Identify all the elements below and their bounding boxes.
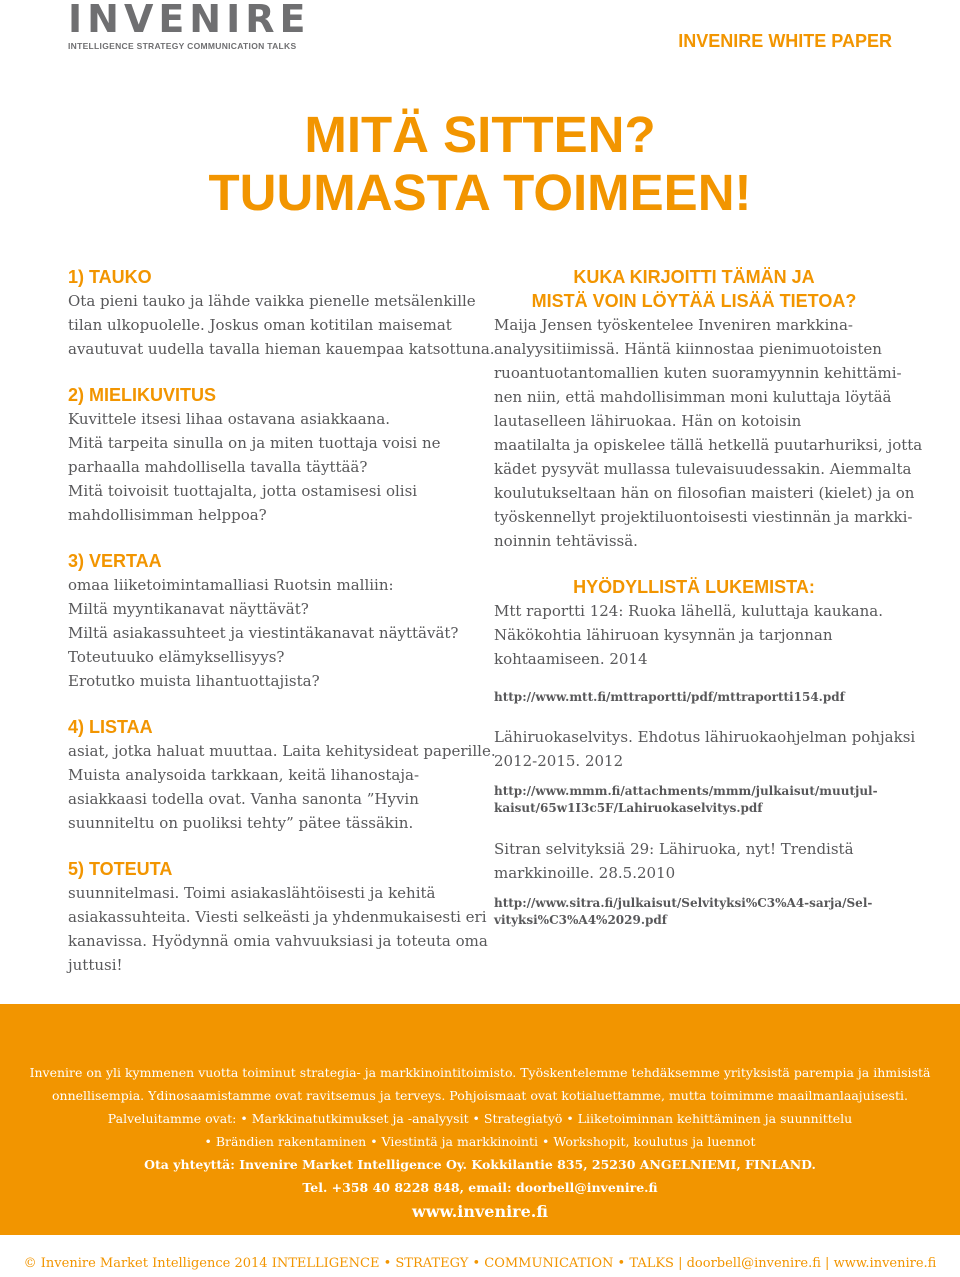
text-line: markkinoille. 28.5.2010 (494, 864, 676, 882)
text-line: ruoantuotantomallien kuten suoramyynnin kehittämi- (494, 364, 902, 382)
section-heading: 5) TOTEUTA (68, 859, 173, 879)
text-line: analyysitiimissä. Häntä kiinnostaa pienimuotoisten (494, 340, 882, 358)
title-line-1: MITÄ SITTEN? (304, 106, 656, 163)
text-line: Miltä myyntikanavat näyttävät? (68, 600, 309, 618)
text-line: asiakassuhteita. Viesti selkeästi ja yhdenmukaisesti eri (68, 908, 487, 926)
section-text (68, 573, 488, 693)
text-line: Maija Jensen työskentelee Inveniren markkina- (494, 316, 853, 334)
text-line: parhaalla mahdollisella tavalla täyttää? (68, 458, 368, 476)
document-type-label: INVENIRE WHITE PAPER (678, 31, 892, 51)
section-text (68, 407, 488, 527)
text-line: noinnin tehtävissä. (494, 532, 638, 550)
text-line: koulutukseltaan hän on filosofian maisteri (kielet) ja on (494, 484, 915, 502)
text-line: Muista analysoida tarkkaan, keitä lihanostaja- (68, 766, 420, 784)
text-line: kädet pysyvät mullassa tulevaisuudessakin. Aiemmalta (494, 460, 912, 478)
company-description-line: onnellisempia. Ydinosaamistamme ovat ravitsemus ja terveys. Pohjoismaat ovat kotialuettamme, mutta toimimme maailmanlaajuisesti. (52, 1088, 908, 1103)
text-line: omaa liiketoimintamalliasi Ruotsin malliin: (68, 576, 394, 594)
reading-heading: HYÖDYLLISTÄ LUKEMISTA: (573, 577, 815, 597)
section-reading (494, 575, 916, 929)
text-line: Ota pieni tauko ja lähde vaikka pienelle metsälenkille (68, 292, 476, 310)
contact-phone-email[interactable]: Tel. +358 40 8228 848, email: doorbell@invenire.fi (302, 1180, 658, 1195)
text-line: tilan ulkopuolelle. Joskus oman kotitilan maisemat (68, 316, 452, 334)
link-line[interactable]: vityksi%C3%A4%2029.pdf (494, 913, 667, 927)
reference-1 (494, 599, 894, 671)
link-line[interactable]: http://www.sitra.fi/julkaisut/Selvityksi%C3%A4-sarja/Sel- (494, 896, 873, 910)
company-info (0, 1061, 960, 1225)
text-line: asiat, jotka haluat muuttaa. Laita kehitysideat paperille. (68, 742, 496, 760)
section-listaa (68, 715, 496, 835)
reference-2-link[interactable] (494, 783, 894, 817)
link-line[interactable]: kaisut/65w1I3c5F/Lahiruokaselvitys.pdf (494, 801, 763, 815)
right-column (494, 265, 923, 929)
section-tauko (68, 265, 495, 361)
section-heading: 2) MIELIKUVITUS (68, 385, 217, 405)
section-text (68, 881, 488, 977)
text-line: Kuvittele itsesi lihaa ostavana asiakkaana. (68, 410, 391, 428)
company-info-band (0, 1004, 960, 1235)
section-text (68, 289, 495, 361)
section-heading: 4) LISTAA (68, 717, 153, 737)
link-line[interactable]: http://www.mtt.fi/mttraportti/pdf/mttraportti154.pdf (494, 690, 845, 704)
text-line: Erotutko muista lihantuottajista? (68, 672, 320, 690)
text-line: työskennellyt projektiluontoisesti viestinnän ja markki- (494, 508, 913, 526)
text-line: Toteutuuko elämyksellisyys? (68, 648, 285, 666)
link-line[interactable]: http://www.mmm.fi/attachments/mmm/julkaisut/muutjul- (494, 784, 878, 798)
reference-2 (494, 725, 916, 773)
section-heading: 1) TAUKO (68, 267, 152, 287)
text-line: mahdollisimman helppoa? (68, 506, 267, 524)
section-text (68, 739, 496, 835)
text-line: Mtt raportti 124: Ruoka lähellä, kuluttaja kaukana. (494, 602, 883, 620)
author-bio (494, 313, 923, 553)
reference-1-link[interactable] (494, 689, 894, 706)
reference-3 (494, 837, 894, 885)
text-line: maatilalta ja opiskelee tällä hetkellä puutarhuriksi, jotta (494, 436, 923, 454)
text-line: asiakkaasi todella ovat. Vanha sanonta ”Hyvin (68, 790, 419, 808)
left-column (68, 265, 496, 977)
logo-wordmark: INVENIRE (68, 0, 311, 41)
section-vertaa (68, 549, 488, 693)
text-line: suunnitelmasi. Toimi asiakaslähtöisesti ja kehitä (68, 884, 436, 902)
text-line: nen niin, että mahdollisimman moni kuluttaja löytää (494, 388, 892, 406)
services-line: • Brändien rakentaminen • Viestintä ja markkinointi • Workshopit, koulutus ja luennot (204, 1134, 756, 1149)
text-line: Lähiruokaselvitys. Ehdotus lähiruokaohjelman pohjaksi (494, 728, 916, 746)
page-title (0, 106, 960, 222)
text-line: Mitä toivoisit tuottajalta, jotta ostamisesi olisi (68, 482, 418, 500)
text-line: kanavissa. Hyödynnä omia vahvuuksiasi ja toteuta oma (68, 932, 488, 950)
text-line: suunniteltu on puoliksi tehty” pätee tässäkin. (68, 814, 414, 832)
text-line: juttusi! (68, 956, 123, 974)
logo-tagline: INTELLIGENCE STRATEGY COMMUNICATION TALKS (68, 41, 297, 51)
text-line: Näkökohtia lähiruoan kysynnän ja tarjonnan (494, 626, 833, 644)
section-mielikuvitus (68, 383, 488, 527)
website-link[interactable]: www.invenire.fi (412, 1202, 548, 1221)
page-footer: © Invenire Market Intelligence 2014 INTELLIGENCE • STRATEGY • COMMUNICATION • TALKS | doorbell@invenire.fi | www.invenire.fi (23, 1256, 937, 1271)
title-line-2: TUUMASTA TOIMEEN! (208, 164, 752, 221)
text-line: 2012-2015. 2012 (494, 752, 624, 770)
text-line: kohtaamiseen. 2014 (494, 650, 648, 668)
section-author (494, 265, 923, 553)
text-line: avautuvat uudella tavalla hieman kauempaa katsottuna. (68, 340, 495, 358)
section-toteuta (68, 857, 488, 977)
author-heading-line-2: MISTÄ VOIN LÖYTÄÄ LISÄÄ TIETOA? (531, 291, 857, 311)
section-heading: 3) VERTAA (68, 551, 162, 571)
text-line: Miltä asiakassuhteet ja viestintäkanavat näyttävät? (68, 624, 459, 642)
services-line: Palveluitamme ovat: • Markkinatutkimukset ja -analyysit • Strategiatyö • Liiketoiminnan kehittäminen ja suunnittelu (107, 1111, 853, 1126)
text-line: lautaselleen lähiruokaa. Hän on kotoisin (494, 412, 802, 430)
contact-address: Ota yhteyttä: Invenire Market Intelligence Oy. Kokkilantie 835, 25230 ANGELNIEMI, FINLAND. (144, 1157, 816, 1172)
company-description-line: Invenire on yli kymmenen vuotta toiminut strategia- ja markkinointitoimisto. Työskentelemme tehdäksemme yrityksistä parempia ja ihmisistä (29, 1065, 931, 1080)
text-line: Sitran selvityksiä 29: Lähiruoka, nyt! Trendistä (494, 840, 854, 858)
reference-3-link[interactable] (494, 895, 894, 929)
text-line: Mitä tarpeita sinulla on ja miten tuottaja voisi ne (68, 434, 441, 452)
invenire-logo (68, 0, 310, 51)
author-heading-line-1: KUKA KIRJOITTI TÄMÄN JA (573, 267, 815, 287)
